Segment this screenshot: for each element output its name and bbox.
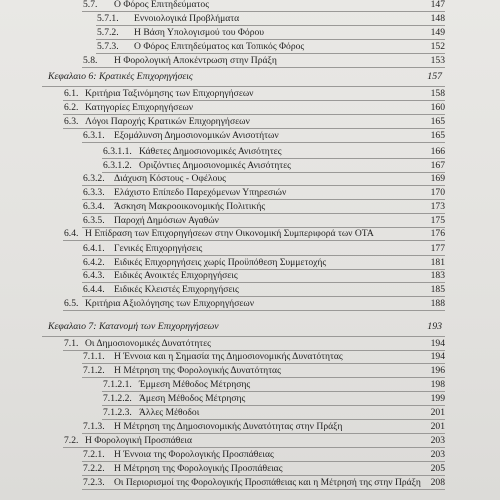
section-title: Ο Φόρος Επιτηδεύματος και Τοπικός Φόρος bbox=[134, 41, 305, 52]
section-title: Λόγοι Παροχής Κρατικών Επιχορηγήσεων bbox=[85, 116, 250, 127]
toc-entry bbox=[0, 129, 500, 143]
section-number: 6.1. bbox=[64, 88, 79, 99]
section-number: 5.7.3. bbox=[97, 41, 119, 52]
page-number: 188 bbox=[430, 298, 445, 309]
toc-entry bbox=[0, 406, 500, 420]
section-title: Εξομάλυνση Δημοσιονομικών Ανισοτήτων bbox=[114, 130, 279, 141]
toc-entry bbox=[0, 101, 500, 115]
page-number: 201 bbox=[430, 421, 445, 432]
entry-underline bbox=[63, 240, 445, 241]
section-title: Κριτήρια Ταξινόμησης των Επιχορηγήσεων bbox=[85, 88, 254, 99]
page-number: 181 bbox=[430, 257, 445, 268]
page-number: 175 bbox=[430, 215, 445, 226]
page-number: 167 bbox=[430, 160, 445, 171]
section-number: 6.5. bbox=[64, 298, 79, 309]
section-title: Η Φορολογική Αποκέντρωση στην Πράξη bbox=[114, 55, 277, 66]
section-title: Ειδικές Κλειστές Επιχορηγήσεις bbox=[114, 284, 239, 295]
page-number: 208 bbox=[430, 477, 445, 488]
section-number: 6.4.2. bbox=[83, 257, 105, 268]
chapter-title: Κεφαλαιο 7: Κατανομή των Επιχορηγήσεων bbox=[48, 321, 219, 332]
chapter-heading bbox=[0, 70, 500, 84]
page-number: 173 bbox=[430, 201, 445, 212]
page-number: 194 bbox=[430, 351, 445, 362]
page-number: 165 bbox=[430, 130, 445, 141]
section-title: Η Έννοια της Φορολογικής Προσπάθειας bbox=[114, 449, 274, 460]
section-title: Η Μέτρηση της Φορολογικής Προσπάθειας bbox=[114, 463, 283, 474]
section-number: 7.1.2.3. bbox=[103, 407, 132, 418]
page-number: 147 bbox=[430, 0, 445, 10]
page-number: 193 bbox=[427, 321, 442, 332]
toc-entry bbox=[0, 115, 500, 129]
entry-underline bbox=[82, 489, 445, 490]
section-title: Οι Περιορισμοί της Φορολογικής Προσπάθειας και η Μέτρησή της στην Πράξη bbox=[114, 477, 421, 488]
section-number: 6.2. bbox=[64, 102, 79, 113]
section-number: 7.2.3. bbox=[83, 477, 105, 488]
section-title: Οι Δημοσιονομικές Δυνατότητες bbox=[85, 338, 211, 349]
page-number: 177 bbox=[430, 243, 445, 254]
toc-entry bbox=[0, 420, 500, 434]
section-title: Ελάχιστο Επίπεδο Παρεχόμενων Υπηρεσιών bbox=[114, 187, 287, 198]
toc-entry bbox=[0, 378, 500, 392]
toc-entry bbox=[0, 40, 500, 54]
section-number: 5.7. bbox=[83, 0, 98, 10]
toc-entry bbox=[0, 448, 500, 462]
section-number: 6.3.2. bbox=[83, 173, 105, 184]
entry-underline bbox=[82, 67, 445, 68]
section-number: 7.2.1. bbox=[83, 449, 105, 460]
section-number: 7.2.2. bbox=[83, 463, 105, 474]
toc-entry bbox=[0, 297, 500, 311]
section-number: 6.4.4. bbox=[83, 284, 105, 295]
toc-entry bbox=[0, 145, 500, 159]
section-number: 6.3.1.1. bbox=[103, 146, 132, 157]
page-number: 160 bbox=[430, 102, 445, 113]
section-title: Ο Φόρος Επιτηδεύματος bbox=[114, 0, 209, 10]
section-title: Η Έννοια και η Σημασία της Δημοσιονομικής Δυνατότητας bbox=[114, 351, 343, 362]
section-number: 7.1.2.1. bbox=[103, 379, 132, 390]
toc-entry bbox=[0, 337, 500, 351]
toc-entry bbox=[0, 172, 500, 186]
toc-entry bbox=[0, 214, 500, 228]
toc-entry bbox=[0, 54, 500, 68]
section-title: Η Βάση Υπολογισμού του Φόρου bbox=[134, 27, 265, 38]
page-number: 166 bbox=[430, 146, 445, 157]
section-title: Άσκηση Μακροοικονομικής Πολιτικής bbox=[114, 201, 266, 212]
section-title: Άλλες Μέθοδοι bbox=[139, 407, 200, 418]
toc-entry bbox=[0, 364, 500, 378]
toc-entry bbox=[0, 350, 500, 364]
section-number: 5.7.1. bbox=[97, 13, 119, 24]
page-number: 201 bbox=[430, 407, 445, 418]
page-number: 198 bbox=[430, 379, 445, 390]
section-number: 6.3.5. bbox=[83, 215, 105, 226]
page-number: 194 bbox=[430, 338, 445, 349]
page-number: 185 bbox=[430, 284, 445, 295]
page-number: 169 bbox=[430, 173, 445, 184]
page-number: 203 bbox=[430, 435, 445, 446]
entry-underline bbox=[82, 142, 445, 143]
page-number: 196 bbox=[430, 365, 445, 376]
section-title: Οριζόντιες Δημοσιονομικές Ανισότητες bbox=[139, 160, 291, 171]
page-number: 199 bbox=[430, 393, 445, 404]
toc-entry bbox=[0, 87, 500, 101]
entry-underline bbox=[63, 310, 445, 311]
toc-entry bbox=[0, 392, 500, 406]
section-number: 5.8. bbox=[83, 55, 98, 66]
section-title: Η Μέτρηση της Φορολογικής Δυνατότητας bbox=[114, 365, 281, 376]
page-number: 158 bbox=[430, 88, 445, 99]
toc-entry bbox=[0, 242, 500, 256]
section-number: 7.1. bbox=[64, 338, 79, 349]
section-number: 6.3.4. bbox=[83, 201, 105, 212]
section-title: Κατηγορίες Επιχορηγήσεων bbox=[85, 102, 194, 113]
toc-entry bbox=[0, 200, 500, 214]
section-title: Κριτήρια Αξιολόγησης των Επιχορηγήσεων bbox=[85, 298, 255, 309]
toc-entry bbox=[0, 269, 500, 283]
section-number: 7.2. bbox=[64, 435, 79, 446]
toc-entry bbox=[0, 186, 500, 200]
section-title: Έμμεση Μέθοδος Μέτρησης bbox=[139, 379, 251, 390]
toc-entry bbox=[0, 12, 500, 26]
chapter-title: Κεφαλαιο 6: Κρατικές Επιχορηγήσεις bbox=[48, 71, 193, 82]
section-title: Κάθετες Δημοσιονομικές Ανισότητες bbox=[139, 146, 282, 157]
section-title: Διάχυση Κόστους - Οφέλους bbox=[114, 173, 226, 184]
page-number: 205 bbox=[430, 463, 445, 474]
section-title: Η Επίδραση των Επιχορηγήσεων στην Οικονομική Συμπεριφορά των ΟΤΑ bbox=[85, 228, 374, 239]
section-title: Η Μέτρηση της Δημοσιονομικής Δυνατότητας στην Πράξη bbox=[114, 421, 343, 432]
page-number: 153 bbox=[430, 55, 445, 66]
page-number: 165 bbox=[430, 116, 445, 127]
section-number: 6.3.1. bbox=[83, 130, 105, 141]
section-number: 6.3. bbox=[64, 116, 79, 127]
toc-entry bbox=[0, 0, 500, 12]
section-number: 6.3.1.2. bbox=[103, 160, 132, 171]
section-title: Ειδικές Ανοικτές Επιχορηγήσεις bbox=[114, 270, 238, 281]
chapter-heading bbox=[0, 320, 500, 334]
page-number: 203 bbox=[430, 449, 445, 460]
toc-entry bbox=[0, 227, 500, 241]
toc-entry bbox=[0, 159, 500, 173]
section-title: Εννοιολογικά Προβλήματα bbox=[134, 13, 240, 24]
toc-entry bbox=[0, 26, 500, 40]
section-title: Η Φορολογική Προσπάθεια bbox=[85, 435, 193, 446]
section-number: 5.7.2. bbox=[97, 27, 119, 38]
section-number: 6.4. bbox=[64, 228, 79, 239]
page-number: 149 bbox=[430, 27, 445, 38]
section-title: Παροχή Δημόσιων Αγαθών bbox=[114, 215, 219, 226]
toc-entry bbox=[0, 462, 500, 476]
toc-entry bbox=[0, 283, 500, 297]
page-number: 157 bbox=[427, 71, 442, 82]
toc-entry bbox=[0, 476, 500, 490]
page-number: 152 bbox=[430, 41, 445, 52]
section-number: 7.1.2.2. bbox=[103, 393, 132, 404]
toc-entry bbox=[0, 434, 500, 448]
section-number: 7.1.2. bbox=[83, 365, 105, 376]
section-number: 7.1.3. bbox=[83, 421, 105, 432]
section-number: 6.4.1. bbox=[83, 243, 105, 254]
section-number: 7.1.1. bbox=[83, 351, 105, 362]
section-title: Άμεση Μέθοδος Μέτρησης bbox=[139, 393, 246, 404]
toc-entry bbox=[0, 256, 500, 270]
page-number: 148 bbox=[430, 13, 445, 24]
section-title: Ειδικές Επιχορηγήσεις χωρίς Προϋπόθεση Συμμετοχής bbox=[114, 257, 327, 268]
section-number: 6.4.3. bbox=[83, 270, 105, 281]
section-title: Γενικές Επιχορηγήσεις bbox=[114, 243, 203, 254]
page-number: 183 bbox=[430, 270, 445, 281]
page-number: 176 bbox=[430, 228, 445, 239]
section-number: 6.3.3. bbox=[83, 187, 105, 198]
page-number: 170 bbox=[430, 187, 445, 198]
